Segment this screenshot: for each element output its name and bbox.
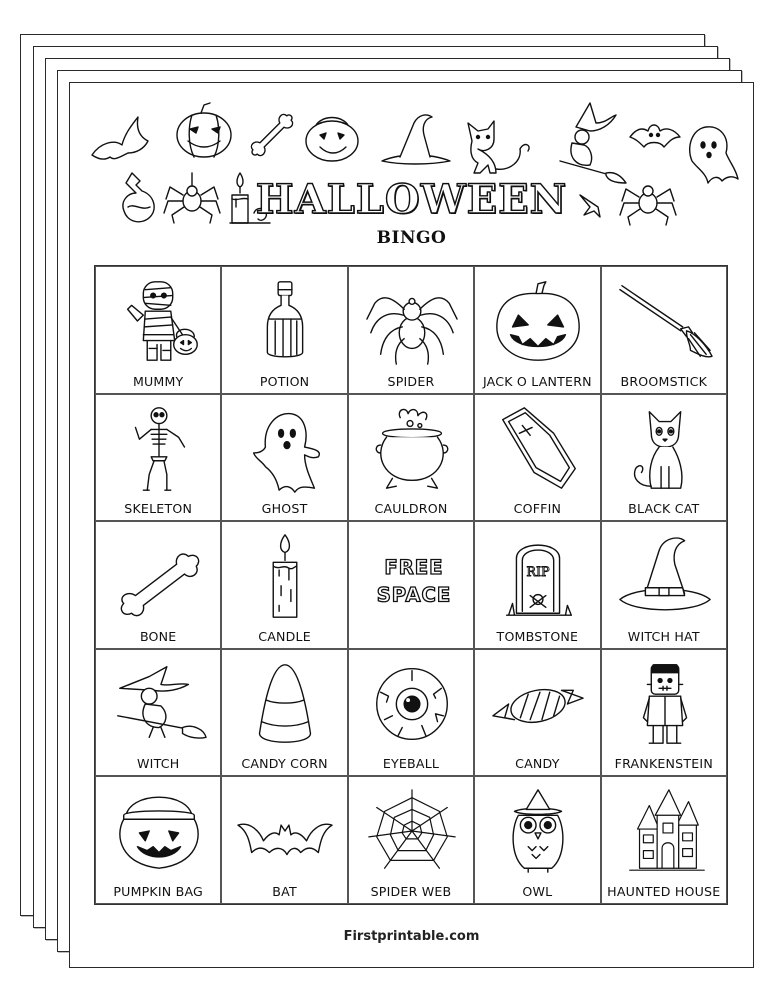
bingo-cell-witch[interactable] bbox=[95, 649, 221, 777]
cell-label: FRANKENSTEIN bbox=[614, 756, 713, 772]
cell-label: BROOMSTICK bbox=[620, 373, 708, 389]
cell-label: WITCH bbox=[137, 756, 180, 772]
free-space-word-2: SPACE bbox=[376, 583, 452, 607]
cell-label: POTION bbox=[259, 373, 310, 389]
cauldron-icon bbox=[363, 403, 461, 495]
cell-label: CANDY bbox=[515, 756, 560, 772]
cell-label: BLACK CAT bbox=[628, 501, 700, 517]
bingo-cell-tombstone[interactable] bbox=[474, 521, 600, 649]
frankenstein-icon bbox=[616, 658, 714, 750]
jack-o-lantern-icon bbox=[489, 275, 587, 367]
bingo-cell-coffin[interactable] bbox=[474, 394, 600, 522]
pumpkin-bag-icon bbox=[306, 118, 358, 162]
potion-icon bbox=[236, 275, 334, 367]
bingo-cell-free-space[interactable] bbox=[348, 521, 474, 649]
bingo-cell-frankenstein[interactable] bbox=[601, 649, 727, 777]
bingo-cell-owl[interactable] bbox=[474, 776, 600, 904]
eyeball-icon bbox=[363, 658, 461, 750]
cell-label: CANDY CORN bbox=[241, 756, 328, 772]
cell-label: CAULDRON bbox=[374, 501, 448, 517]
bingo-cell-potion[interactable] bbox=[221, 266, 347, 394]
cell-label: COFFIN bbox=[513, 501, 562, 517]
cell-label: HAUNTED HOUSE bbox=[607, 883, 721, 899]
cell-label: SPIDER WEB bbox=[370, 883, 452, 899]
page-title: HALLOWEEN bbox=[255, 176, 568, 223]
pumpkin-bag-icon bbox=[110, 785, 208, 877]
bone-icon bbox=[248, 111, 297, 160]
skeleton-icon bbox=[110, 403, 208, 495]
owl-icon bbox=[489, 785, 587, 877]
candy-corn-icon bbox=[236, 658, 334, 750]
bingo-cell-cauldron[interactable] bbox=[348, 394, 474, 522]
cell-label: MUMMY bbox=[132, 373, 184, 389]
bingo-cell-candy[interactable] bbox=[474, 649, 600, 777]
bingo-cell-mummy[interactable] bbox=[95, 266, 221, 394]
free-space-icon bbox=[363, 530, 461, 622]
bingo-cell-pumpkin-bag[interactable] bbox=[95, 776, 221, 904]
bingo-cell-spider[interactable] bbox=[348, 266, 474, 394]
cell-label: BONE bbox=[139, 628, 177, 644]
bingo-cell-witch-hat[interactable] bbox=[601, 521, 727, 649]
bingo-cell-broomstick[interactable] bbox=[601, 266, 727, 394]
pumpkin-icon bbox=[177, 103, 231, 157]
page-subtitle: BINGO bbox=[376, 228, 447, 248]
ghost-icon bbox=[690, 127, 738, 183]
cat-icon bbox=[468, 121, 529, 173]
witch-hat-icon bbox=[616, 530, 714, 622]
witch-icon bbox=[110, 658, 208, 750]
bingo-cell-black-cat[interactable] bbox=[601, 394, 727, 522]
spider-web-icon bbox=[363, 785, 461, 877]
footer-site: Firstprintable.com bbox=[343, 929, 480, 944]
cell-label: SKELETON bbox=[124, 501, 193, 517]
bingo-grid bbox=[94, 265, 728, 905]
bingo-cell-candle[interactable] bbox=[221, 521, 347, 649]
cell-label: TOMBSTONE bbox=[496, 628, 579, 644]
bingo-cell-bat[interactable] bbox=[221, 776, 347, 904]
cell-label: JACK O LANTERN bbox=[482, 373, 592, 389]
bingo-cell-haunted-house[interactable] bbox=[601, 776, 727, 904]
black-cat-icon bbox=[616, 403, 714, 495]
bingo-cell-eyeball[interactable] bbox=[348, 649, 474, 777]
cell-label: PUMPKIN BAG bbox=[113, 883, 204, 899]
bingo-cell-bone[interactable] bbox=[95, 521, 221, 649]
bingo-cell-ghost[interactable] bbox=[221, 394, 347, 522]
cell-label: OWL bbox=[522, 883, 553, 899]
witch-hat-icon bbox=[382, 115, 450, 164]
spider-icon bbox=[363, 275, 461, 367]
cell-label: CANDLE bbox=[258, 628, 311, 644]
candy-icon bbox=[489, 658, 587, 750]
bingo-cell-jack-o-lantern[interactable] bbox=[474, 266, 600, 394]
bingo-cell-skeleton[interactable] bbox=[95, 394, 221, 522]
coffin-icon bbox=[489, 403, 587, 495]
bat-icon bbox=[92, 117, 148, 159]
tombstone-rip-text: RIP bbox=[526, 565, 550, 581]
cell-label: SPIDER bbox=[387, 373, 435, 389]
bingo-cell-candy-corn[interactable] bbox=[221, 649, 347, 777]
candle-icon bbox=[236, 530, 334, 622]
tombstone-icon bbox=[489, 530, 587, 622]
mummy-icon bbox=[110, 275, 208, 367]
free-space-word-1: FREE bbox=[384, 556, 444, 580]
bat-icon bbox=[630, 125, 680, 147]
bingo-page bbox=[69, 82, 754, 968]
bingo-cell-spider-web[interactable] bbox=[348, 776, 474, 904]
bone-icon bbox=[110, 530, 208, 622]
cell-label: EYEBALL bbox=[382, 756, 440, 772]
ghost-icon bbox=[236, 403, 334, 495]
cell-label: BAT bbox=[272, 883, 297, 899]
haunted-house-icon bbox=[616, 785, 714, 877]
cell-label: WITCH HAT bbox=[627, 628, 700, 644]
cell-label: GHOST bbox=[261, 501, 308, 517]
witch-icon bbox=[560, 103, 626, 183]
broomstick-icon bbox=[616, 275, 714, 367]
bat-icon bbox=[236, 785, 334, 877]
